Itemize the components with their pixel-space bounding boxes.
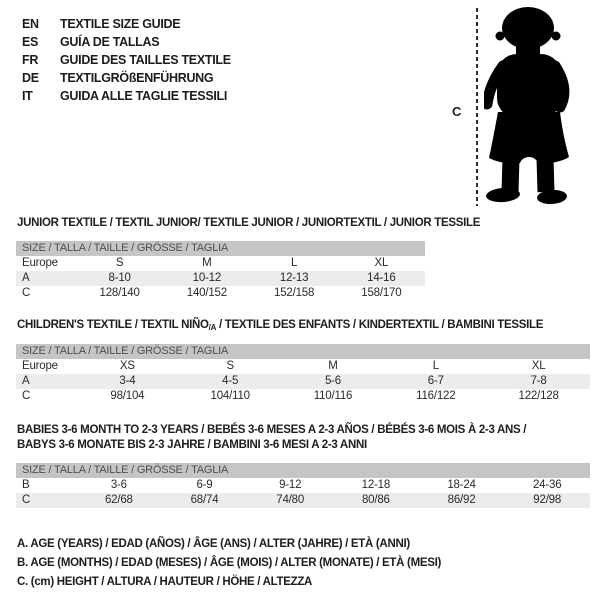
babies-table-title-line2: BABYS 3-6 MONATE BIS 2-3 JAHRE / BAMBINI 3-6 MESI A 2-3 ANNI <box>17 439 367 451</box>
language-title: GUIDA ALLE TAGLIE TESSILI <box>60 89 228 103</box>
language-title-block <box>22 15 231 105</box>
table-cell: M <box>202 257 212 269</box>
table-cell: 6-9 <box>196 479 213 491</box>
table-cell: M <box>328 360 338 372</box>
table-cell: 12-13 <box>279 272 309 284</box>
children-title-subscript: /A <box>208 323 217 332</box>
table-cell: XS <box>119 360 135 372</box>
table-row <box>16 286 425 301</box>
footnotes-block <box>17 535 441 592</box>
language-code: EN <box>22 17 39 31</box>
table-cell: 8-10 <box>108 272 131 284</box>
language-title: GUÍA DE TALLAS <box>60 35 160 49</box>
table-body <box>16 256 425 301</box>
row-label: C <box>22 390 31 402</box>
language-code: IT <box>22 89 33 103</box>
table-row <box>16 374 590 389</box>
table-row <box>16 271 425 286</box>
table-cell: 3-6 <box>110 479 127 491</box>
language-row <box>22 87 231 105</box>
babies-table-title-line1: BABIES 3-6 MONTH TO 2-3 YEARS / BEBÉS 3-6 MESES A 2-3 AÑOS / BÉBÉS 3-6 MOIS À 2-3 ANS / <box>17 424 527 436</box>
language-code: DE <box>22 71 39 85</box>
table-body <box>16 478 590 508</box>
table-row <box>16 478 590 493</box>
babies-size-table <box>16 463 590 508</box>
table-body <box>16 359 590 404</box>
size-header-bar: SIZE / TALLA / TAILLE / GRÖSSE / TAGLIA <box>16 463 590 478</box>
table-cell: 74/80 <box>276 494 305 506</box>
table-cell: 104/110 <box>210 390 250 402</box>
row-label: B <box>22 479 30 491</box>
table-cell: 128/140 <box>99 287 140 299</box>
table-row <box>16 256 425 271</box>
table-cell: 68/74 <box>190 494 219 506</box>
table-cell: S <box>226 360 234 372</box>
size-header-bar: SIZE / TALLA / TAILLE / GRÖSSE / TAGLIA <box>16 344 590 359</box>
language-row <box>22 69 231 87</box>
table-cell: 10-12 <box>192 272 222 284</box>
table-cell: 3-4 <box>119 375 136 387</box>
row-label: A <box>22 375 30 387</box>
language-title: TEXTILE SIZE GUIDE <box>60 17 181 31</box>
row-label: A <box>22 272 30 284</box>
table-cell: XL <box>374 257 389 269</box>
table-cell: 98/104 <box>110 390 145 402</box>
footnote-c: C. (cm) HEIGHT / ALTURA / HAUTEUR / HÖHE / ALTEZZA <box>17 576 313 588</box>
table-cell: 140/152 <box>186 287 227 299</box>
baby-silhouette-icon <box>484 6 574 206</box>
table-row <box>16 389 590 404</box>
table-cell: XL <box>531 360 546 372</box>
language-title: TEXTILGRÖßENFÜHRUNG <box>60 71 214 85</box>
row-label: Europe <box>22 257 58 269</box>
table-cell: 158/170 <box>361 287 402 299</box>
table-cell: 24-36 <box>532 479 562 491</box>
table-cell: 110/116 <box>313 390 353 402</box>
table-cell: 14-16 <box>367 272 396 284</box>
language-row <box>22 33 231 51</box>
language-row <box>22 51 231 69</box>
table-cell: 92/98 <box>533 494 562 506</box>
language-code: FR <box>22 53 39 67</box>
table-row <box>16 493 590 508</box>
children-title-segment: / TEXTILE DES ENFANTS / KINDERTEXTIL / BAMBINI TESSILE <box>216 319 544 331</box>
footnote-a: A. AGE (YEARS) / EDAD (AÑOS) / ÂGE (ANS) / ALTER (JAHRE) / ETÀ (ANNI) <box>17 538 410 550</box>
row-label: C <box>22 494 31 506</box>
table-cell: 116/122 <box>416 390 456 402</box>
row-label: Europe <box>22 360 58 372</box>
table-cell: 6-7 <box>427 375 444 387</box>
junior-table-title: JUNIOR TEXTILE / TEXTIL JUNIOR/ TEXTILE JUNIOR / JUNIORTEXTIL / JUNIOR TESSILE <box>17 217 481 229</box>
children-size-table <box>16 344 590 404</box>
junior-size-table <box>16 241 425 301</box>
footnote-b: B. AGE (MONTHS) / EDAD (MESES) / ÂGE (MOIS) / ALTER (MONATE) / ETÀ (MESI) <box>17 557 442 569</box>
table-cell: S <box>115 257 124 269</box>
table-cell: L <box>291 257 298 269</box>
language-code: ES <box>22 35 39 49</box>
figure-height-label: C <box>452 104 462 119</box>
table-cell: 4-5 <box>222 375 239 387</box>
children-title-segment: CHILDREN'S TEXTILE / TEXTIL NIÑO <box>17 319 209 331</box>
table-cell: 12-18 <box>361 479 391 491</box>
children-table-title <box>17 319 543 332</box>
table-cell: 152/158 <box>274 287 315 299</box>
table-cell: 5-6 <box>324 375 341 387</box>
table-cell: 122/128 <box>518 390 559 402</box>
table-cell: L <box>432 360 439 372</box>
table-cell: 9-12 <box>279 479 302 491</box>
size-header-bar: SIZE / TALLA / TAILLE / GRÖSSE / TAGLIA <box>16 241 425 256</box>
table-cell: 80/86 <box>361 494 390 506</box>
height-measure-dashed-line <box>476 8 478 206</box>
table-row <box>16 359 590 374</box>
table-cell: 62/68 <box>104 494 133 506</box>
row-label: C <box>22 287 31 299</box>
language-row <box>22 15 231 33</box>
table-cell: 86/92 <box>447 494 476 506</box>
language-title: GUIDE DES TAILLES TEXTILE <box>60 53 231 67</box>
table-cell: 18-24 <box>447 479 476 491</box>
table-cell: 7-8 <box>530 375 547 387</box>
